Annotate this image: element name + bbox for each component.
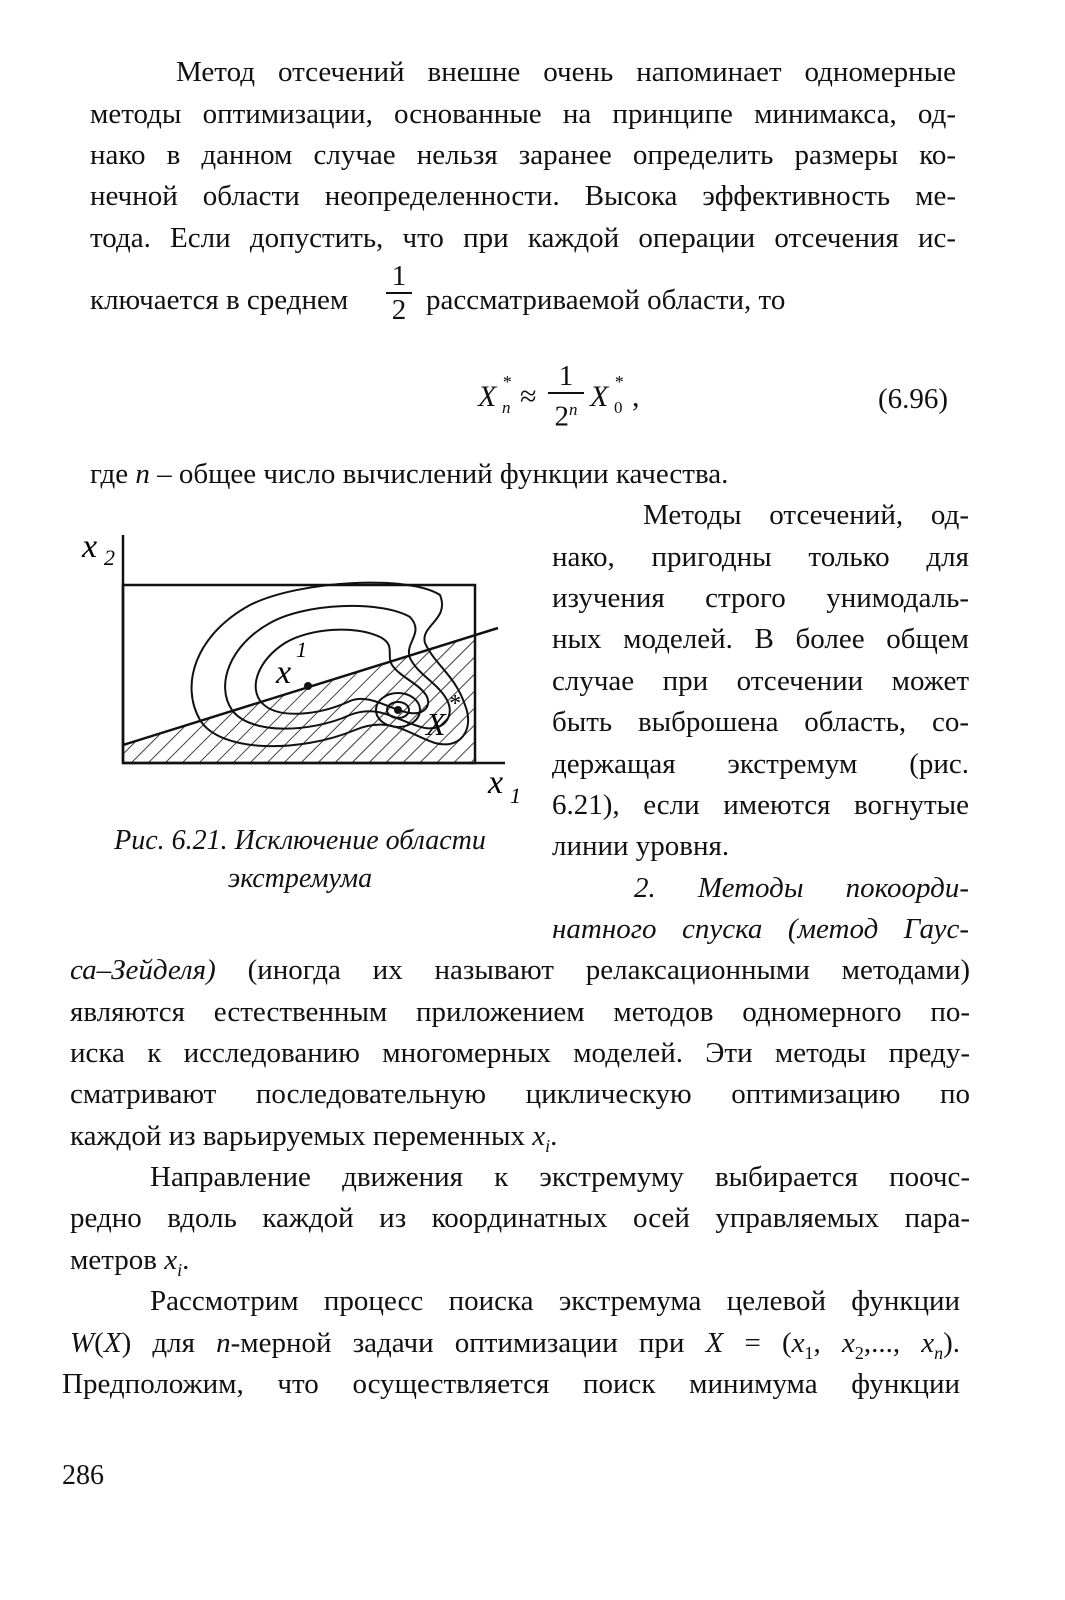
text-line: редно вдоль каждой из координатных осей управляемых пара- xyxy=(70,1202,970,1234)
figure-caption xyxy=(80,822,520,898)
variable: x xyxy=(164,1244,178,1276)
optimum-point xyxy=(394,706,402,714)
fraction-denominator: 2 xyxy=(391,294,407,326)
text-line xyxy=(70,1243,189,1287)
paren: ) xyxy=(121,1327,132,1359)
caption-line-1: Рис. 6.21. Исключение области xyxy=(114,825,486,856)
y-axis-label: x xyxy=(82,528,98,565)
section-heading-line: натного спуска (метод Гаус- xyxy=(552,913,969,945)
equation-number: (6.96) xyxy=(878,383,949,415)
func-arg: X xyxy=(103,1327,122,1359)
text-line: нако в данном случае нельзя заранее определить размеры ко- xyxy=(90,139,956,171)
eq-lhs-sub: n xyxy=(502,398,511,417)
optimum-label-sup: * xyxy=(448,691,460,717)
text-line: изучения строго унимодаль- xyxy=(552,582,969,614)
text-span: , xyxy=(813,1327,842,1359)
eq-lhs: X xyxy=(478,380,497,413)
text-line xyxy=(70,1119,557,1163)
text-line: методы оптимизации, основанные на принципе минимакса, од- xyxy=(90,98,956,130)
text-line: нечной области неопределенности. Высока эффективность ме- xyxy=(90,180,956,212)
fraction-line-before: ключается в среднем xyxy=(90,284,349,316)
variable-sub: i xyxy=(545,1135,551,1156)
fraction-numerator: 1 xyxy=(391,260,407,292)
eq-frac-num: 1 xyxy=(558,360,574,392)
text-line: Направление движения к экстремуму выбирается поочс- xyxy=(150,1161,970,1193)
where-before: где xyxy=(90,458,136,490)
where-var: n xyxy=(135,458,150,490)
x-axis-label: x xyxy=(488,764,504,801)
text-line: Рассмотрим процесс поиска экстремума целевой функции xyxy=(150,1285,960,1317)
text-span: каждой из варьируемых переменных xyxy=(70,1120,533,1152)
text-line: Методы отсечений, од- xyxy=(643,499,969,531)
text-line: быть выброшена область, со- xyxy=(552,706,969,738)
text-line: 6.21), если имеются вогнутые xyxy=(552,789,969,821)
text-line: Предположим, что осуществляется поиск минимума функции xyxy=(62,1368,960,1400)
eq-approx: ≈ xyxy=(520,380,537,413)
eq-frac-den-wrap xyxy=(546,394,586,433)
text-span: . xyxy=(182,1244,190,1276)
variable-sub: n xyxy=(934,1342,944,1363)
variable-sub: 2 xyxy=(854,1342,864,1363)
paren: ( xyxy=(94,1327,104,1359)
x-axis-sub: 1 xyxy=(510,783,521,808)
heading-continuation: са–Зейделя) xyxy=(70,954,216,986)
func-name: W xyxy=(70,1327,95,1359)
figure-6-21 xyxy=(80,525,530,815)
text-span: ,..., xyxy=(863,1327,922,1359)
where-after: – общее число вычислений функции качества. xyxy=(149,458,729,490)
text-line: случае при отсечении может xyxy=(552,665,969,697)
text-span: ). xyxy=(943,1327,961,1359)
eq-fraction xyxy=(546,360,586,433)
text-line xyxy=(70,953,970,987)
eq-rhs-sup: * xyxy=(614,372,623,392)
text-line: Метод отсечений внешне очень напоминает одномерные xyxy=(176,56,956,88)
point-x1 xyxy=(304,682,312,690)
eq-frac-den-sup: n xyxy=(569,400,578,419)
variable-sub: i xyxy=(177,1259,183,1280)
eq-lhs-sup: * xyxy=(502,372,511,392)
text-span: для xyxy=(131,1327,217,1359)
eq-trail: , xyxy=(632,380,640,413)
inline-fraction xyxy=(384,260,414,326)
optimum-label: X xyxy=(426,706,446,742)
text-span: -мерной задачи оптимизации при xyxy=(230,1327,706,1359)
text-line: линии уровня. xyxy=(552,830,730,862)
variable: x xyxy=(791,1327,805,1359)
point-label: x xyxy=(276,654,292,691)
variable: n xyxy=(216,1327,231,1359)
text-span: = ( xyxy=(723,1327,792,1359)
eq-frac-den: 2 xyxy=(554,400,569,433)
text-line: сматривают последовательную циклическую оптимизацию по xyxy=(70,1078,970,1110)
where-line xyxy=(90,457,728,491)
page-number: 286 xyxy=(62,1460,104,1491)
text-span: (иногда их называют релаксационными методами) xyxy=(215,954,970,986)
text-line: иска к исследованию многомерных моделей. Эти методы преду- xyxy=(70,1037,970,1069)
text-span: . xyxy=(550,1120,558,1152)
variable: x xyxy=(841,1327,855,1359)
variable-sub: 1 xyxy=(804,1342,814,1363)
equation xyxy=(478,360,678,440)
variable: X xyxy=(705,1327,724,1359)
fraction-line-after: рассматриваемой области, то xyxy=(426,284,786,316)
eq-rhs: X xyxy=(590,380,609,413)
y-axis-sub: 2 xyxy=(104,545,115,570)
text-line: держащая экстремум (рис. xyxy=(552,748,969,780)
variable: x xyxy=(532,1120,546,1152)
section-heading-line: 2. Методы покоорди- xyxy=(634,872,969,904)
text-span: метров xyxy=(70,1244,165,1276)
text-line: ных моделей. В более общем xyxy=(552,623,969,655)
caption-line-2: экстремума xyxy=(227,863,373,894)
point-label-sup: 1 xyxy=(296,637,307,662)
text-line xyxy=(70,1326,960,1370)
eq-rhs-sub: 0 xyxy=(614,398,623,417)
variable: x xyxy=(921,1327,935,1359)
text-line: нако, пригодны только для xyxy=(552,541,969,573)
text-line: являются естественным приложением методов одномерного по- xyxy=(70,996,970,1028)
text-line: тода. Если допустить, что при каждой операции отсечения ис- xyxy=(90,222,956,254)
